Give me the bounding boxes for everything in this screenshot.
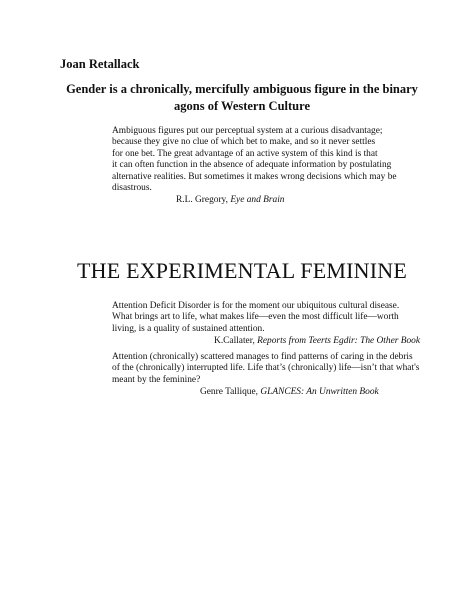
section-title: THE EXPERIMENTAL FEMININE <box>77 258 407 283</box>
epigraph-gregory <box>112 126 422 207</box>
epigraph-line: of the (chronically) interrupted life. Life that’s (chronically) life—isn’t that what's <box>112 363 420 374</box>
epigraph-line: for one bet. The great advantage of an active system of this kind is that <box>112 148 378 159</box>
epigraph-line: disastrous. <box>112 183 152 194</box>
attribution-work: Reports from Teerts Egdir: The Other Book <box>257 336 420 347</box>
attribution-name: Genre Tallique, <box>200 387 261 398</box>
essay-title: Gender is a chronically, mercifully ambiguous figure in the binary agons of Western Culture <box>66 82 418 113</box>
attribution-name: K.Callater, <box>214 336 258 347</box>
epigraph-callater <box>112 301 422 348</box>
epigraph-line: alternative realities. But sometimes it makes wrong decisions which may be <box>112 171 397 182</box>
attribution-name: R.L. Gregory, <box>176 195 231 206</box>
epigraph-attribution <box>112 387 422 398</box>
epigraph-line: it can often function in the absence of adequate information by postulating <box>112 160 392 171</box>
epigraph-tallique <box>112 352 422 399</box>
attribution-work: Eye and Brain <box>230 195 285 206</box>
epigraph-attribution <box>112 336 422 347</box>
epigraph-line: What brings art to life, what makes life—even the most difficult life—worth <box>112 312 399 323</box>
epigraph-attribution <box>112 195 422 206</box>
epigraph-line: because they give no clue of which bet to make, and so it never settles <box>112 137 376 148</box>
epigraph-line: meant by the feminine? <box>112 374 201 385</box>
author-name: Joan Retallack <box>60 57 140 71</box>
epigraph-line: Attention Deficit Disorder is for the moment our ubiquitous cultural disease. <box>112 301 400 311</box>
epigraph-line: living, is a quality of sustained attention. <box>112 323 265 334</box>
epigraph-line: Attention (chronically) scattered manages to find patterns of caring in the debris <box>112 352 413 362</box>
attribution-work: GLANCES: An Unwritten Book <box>260 387 379 398</box>
epigraph-line: Ambiguous figures put our perceptual system at a curious disadvantage; <box>112 126 383 136</box>
